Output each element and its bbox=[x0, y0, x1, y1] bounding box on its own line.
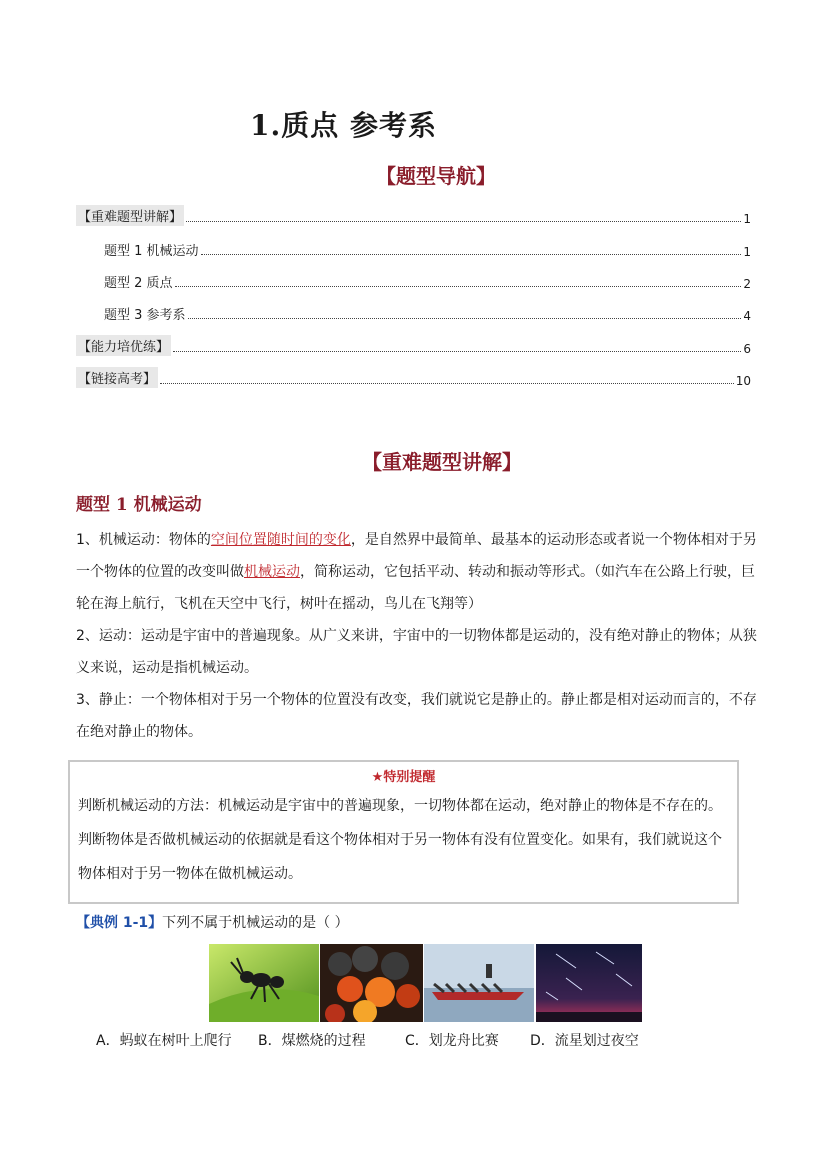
underlined-term: 机械运动 bbox=[244, 564, 300, 580]
underlined-term: 空间位置随时间的变化 bbox=[210, 532, 351, 548]
example-tag: 【典例 1-1】 bbox=[76, 915, 163, 931]
option-c[interactable]: C．划龙舟比赛 bbox=[405, 1033, 499, 1049]
paragraph-mechanical-motion: 1、机械运动：物体的空间位置随时间的变化，是自然界中最简单、最基本的运动形态或者说一个物体相对于另一个物体的位置的改变叫做机械运动，简称运动，它包括平动、转动和振动等形式。（如汽车在公路上行驶，巨轮在海上航行，飞机在天空中飞行，树叶在摇动，鸟儿在飞翔等） bbox=[76, 532, 757, 612]
option-b[interactable]: B．煤燃烧的过程 bbox=[258, 1033, 366, 1049]
toc-leader bbox=[175, 286, 742, 287]
toc-page: 4 bbox=[743, 309, 751, 323]
toc-leader bbox=[160, 383, 734, 384]
toc-leader bbox=[186, 221, 741, 222]
toc-page: 2 bbox=[743, 277, 751, 291]
section-heading: 题型 1 机械运动 bbox=[76, 495, 202, 515]
toc-page: 1 bbox=[743, 245, 751, 259]
toc-label: 【重难题型讲解】 bbox=[76, 205, 184, 226]
ant-on-leaf-image bbox=[209, 944, 319, 1022]
body-text bbox=[76, 524, 766, 748]
nav-banner: 【题型导航】 bbox=[376, 164, 496, 188]
burning-coal-image bbox=[320, 944, 423, 1022]
toc-label: 题型 2 质点 bbox=[104, 276, 173, 291]
dragon-boat-race-image bbox=[424, 944, 534, 1022]
toc-entry[interactable] bbox=[76, 204, 751, 226]
toc-entry[interactable] bbox=[76, 334, 751, 356]
reminder-title: ★特别提醒 bbox=[371, 770, 436, 785]
meteor-night-sky-image bbox=[536, 944, 642, 1022]
toc-label: 题型 3 参考系 bbox=[104, 308, 186, 323]
option-d[interactable]: D．流星划过夜空 bbox=[530, 1033, 639, 1049]
toc-leader bbox=[201, 254, 742, 255]
toc-entry[interactable] bbox=[104, 301, 751, 323]
section-banner: 【重难题型讲解】 bbox=[362, 450, 522, 474]
toc-label: 【链接高考】 bbox=[76, 367, 158, 388]
toc-leader bbox=[173, 351, 741, 352]
toc-leader bbox=[188, 318, 742, 319]
special-reminder-box bbox=[68, 760, 739, 904]
question-text: 下列不属于机械运动的是（ ） bbox=[162, 915, 349, 931]
toc-entry[interactable] bbox=[104, 269, 751, 291]
toc-entry[interactable] bbox=[76, 366, 751, 388]
option-a[interactable]: A．蚂蚁在树叶上爬行 bbox=[96, 1033, 232, 1049]
toc-entry[interactable] bbox=[104, 237, 751, 259]
toc-page: 6 bbox=[743, 342, 751, 356]
toc-label: 题型 1 机械运动 bbox=[104, 244, 199, 259]
toc-page: 10 bbox=[735, 374, 751, 388]
toc-page: 1 bbox=[743, 212, 751, 226]
toc-label: 【能力培优练】 bbox=[76, 335, 171, 356]
reminder-body: 判断机械运动的方法：机械运动是宇宙中的普遍现象，一切物体都在运动，绝对静止的物体是不存在的。判断物体是否做机械运动的依据就是看这个物体相对于另一物体有没有位置变化。如果有，我们就说这个物体相对于另一物体在做机械运动。 bbox=[78, 798, 722, 882]
example-question bbox=[76, 912, 349, 932]
paragraph-rest: 3、静止：一个物体相对于另一个物体的位置没有改变，我们就说它是静止的。静止都是相对运动而言的，不存在绝对静止的物体。 bbox=[76, 692, 757, 740]
page-title: 1.质点 参考系 bbox=[250, 109, 437, 142]
paragraph-motion: 2、运动：运动是宇宙中的普遍现象。从广义来讲，宇宙中的一切物体都是运动的，没有绝对静止的物体；从狭义来说，运动是指机械运动。 bbox=[76, 628, 757, 676]
